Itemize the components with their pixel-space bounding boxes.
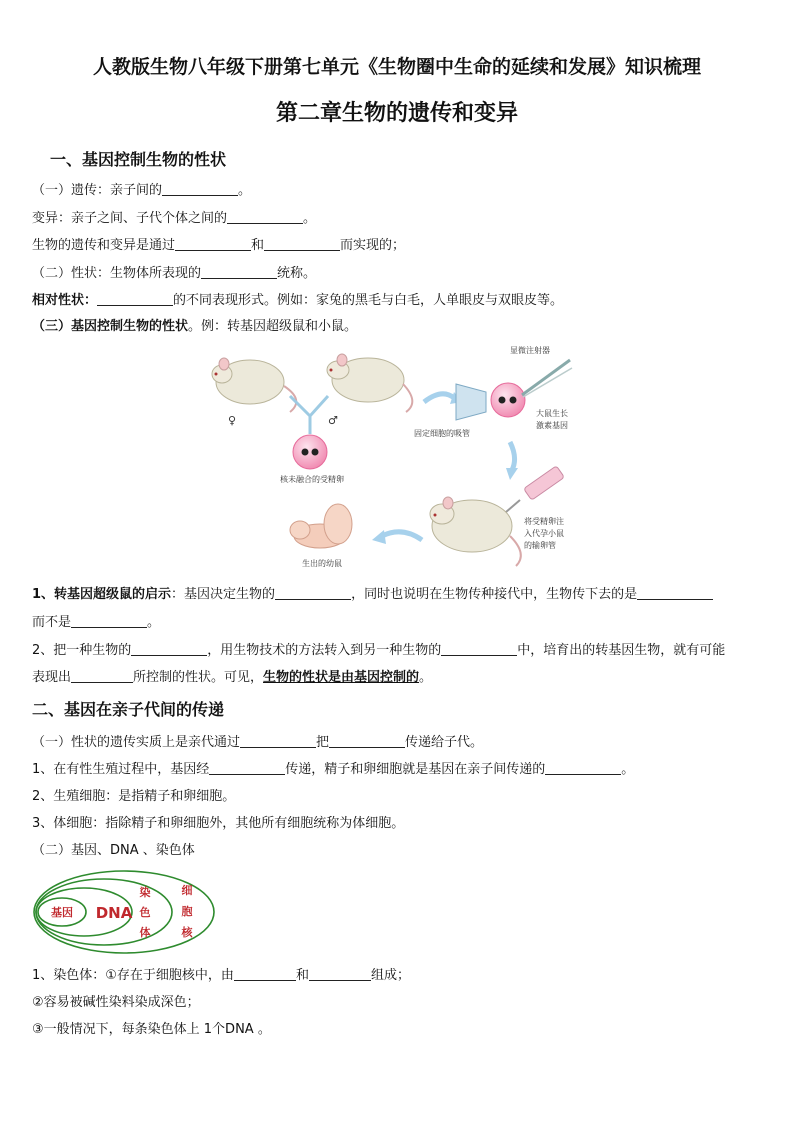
line-insight-1: 1、转基因超级鼠的启示：基因决定生物的 ，同时也说明在生物传种接代中，生物传下去的是 [32,585,713,604]
chapter-title: 第二章生物的遗传和变异 [275,100,518,126]
line-mechanism: 生物的遗传和变异是通过 和 而实现的； [32,238,406,253]
line-chromosome-dna: ③一般情况下，每条染色体上 1个DNA 。 [32,1022,271,1037]
section-1-heading: 一、基因控制生物的性状 [50,150,227,169]
nucleus-char-3: 核 [181,926,193,939]
gene-label: 基因 [51,906,73,919]
blank[interactable] [227,209,303,224]
pups-label: 生出的幼鼠 [302,559,342,568]
gene-dna-chromosome-diagram [32,868,220,956]
line-trait: （二）性状：生物体所表现的 统称。 [32,266,317,281]
chromosome-char-1: 染 [139,886,151,899]
inject-label-line3: 的输卵管 [524,541,556,550]
line-gene-control: （三）基因控制生物的性状。例：转基因超级鼠和小鼠。 [32,319,358,334]
blank[interactable] [201,264,277,279]
line-inheritance-essence: （一）性状的遗传实质上是亲代通过 把 传递给子代。 [32,735,484,750]
egg-label: 核未融合的受精卵 [280,475,344,484]
blank[interactable] [264,236,340,251]
section-2-heading: 二、基因在亲子代间的传递 [32,700,225,719]
blank[interactable] [637,585,713,600]
fertilized-egg-image [293,435,327,469]
surrogate-mouse-image [430,497,521,566]
arrow [424,394,454,402]
transgenic-mouse-figure [210,340,590,572]
male-symbol: ♂ [328,414,338,427]
inject-label-line1: 将受精卵注 [524,517,564,526]
chromosome-char-2: 色 [139,906,151,919]
merge-lines [290,396,328,434]
blank[interactable] [131,641,207,656]
blank[interactable] [162,181,238,196]
line-variation: 变异：亲子之间、子代个体之间的 。 [32,211,317,226]
blank[interactable] [309,966,371,981]
gene-label-line2: 激素基因 [536,421,568,430]
arrow [382,532,422,540]
nucleus-char-1: 细 [181,884,193,897]
nucleus-char-2: 胞 [181,905,193,918]
injector-label: 显微注射器 [510,346,550,355]
blank[interactable] [329,733,405,748]
document-title: 人教版生物八年级下册第七单元《生物圈中生命的延续和发展》知识梳理 [92,56,701,78]
line-somatic-cells: 3、体细胞：指除精子和卵细胞外，其他所有细胞统称为体细胞。 [32,816,405,831]
blank[interactable] [175,236,251,251]
female-mouse-image [212,358,296,412]
line-transfer: 2、把一种生物的 ，用生物技术的方法转入到另一种生物的 中，培育出的转基因生物，就有可能 [32,643,726,658]
blank[interactable] [71,613,147,628]
blank[interactable] [234,966,296,981]
chromosome-char-3: 体 [139,926,151,939]
blank[interactable] [441,641,517,656]
line-chromosome-stain: ②容易被碱性染料染成深色； [32,995,200,1010]
blank[interactable] [545,760,621,775]
line-germ-cells: 2、生殖细胞：是指精子和卵细胞。 [32,789,236,804]
line-conclusion: 表现出 所控制的性状。可见，生物的性状是由基因控制的。 [32,670,433,685]
pups-image [290,504,352,548]
female-symbol: ♀ [228,414,237,427]
line-gene-passing: 1、在有性生殖过程中，基因经 传递，精子和卵细胞就是基因在亲子间传递的 。 [32,762,635,777]
blank[interactable] [209,760,285,775]
inject-label-line2: 入代孕小鼠 [524,529,564,538]
male-mouse-image [327,354,412,412]
blank[interactable] [71,668,133,683]
blank[interactable] [240,733,316,748]
blank[interactable] [97,291,173,306]
arrow [510,442,515,470]
pipette-label: 固定细胞的吸管 [414,429,470,438]
line-gene-dna-chromosome: （二）基因、DNA 、染色体 [32,843,195,858]
line-chromosome-composition: 1、染色体：①存在于细胞核中，由 和 组成； [32,968,410,983]
dna-label: DNA [95,904,133,922]
line-insight-2: 而不是 。 [32,615,161,630]
blank[interactable] [275,585,351,600]
line-heredity: （一）遗传：亲子间的 。 [32,183,252,198]
gene-label-line1: 大鼠生长 [536,409,568,418]
line-relative-trait: 相对性状： 的不同表现形式。例如：家兔的黑毛与白毛，人单眼皮与双眼皮等。 [32,293,564,308]
